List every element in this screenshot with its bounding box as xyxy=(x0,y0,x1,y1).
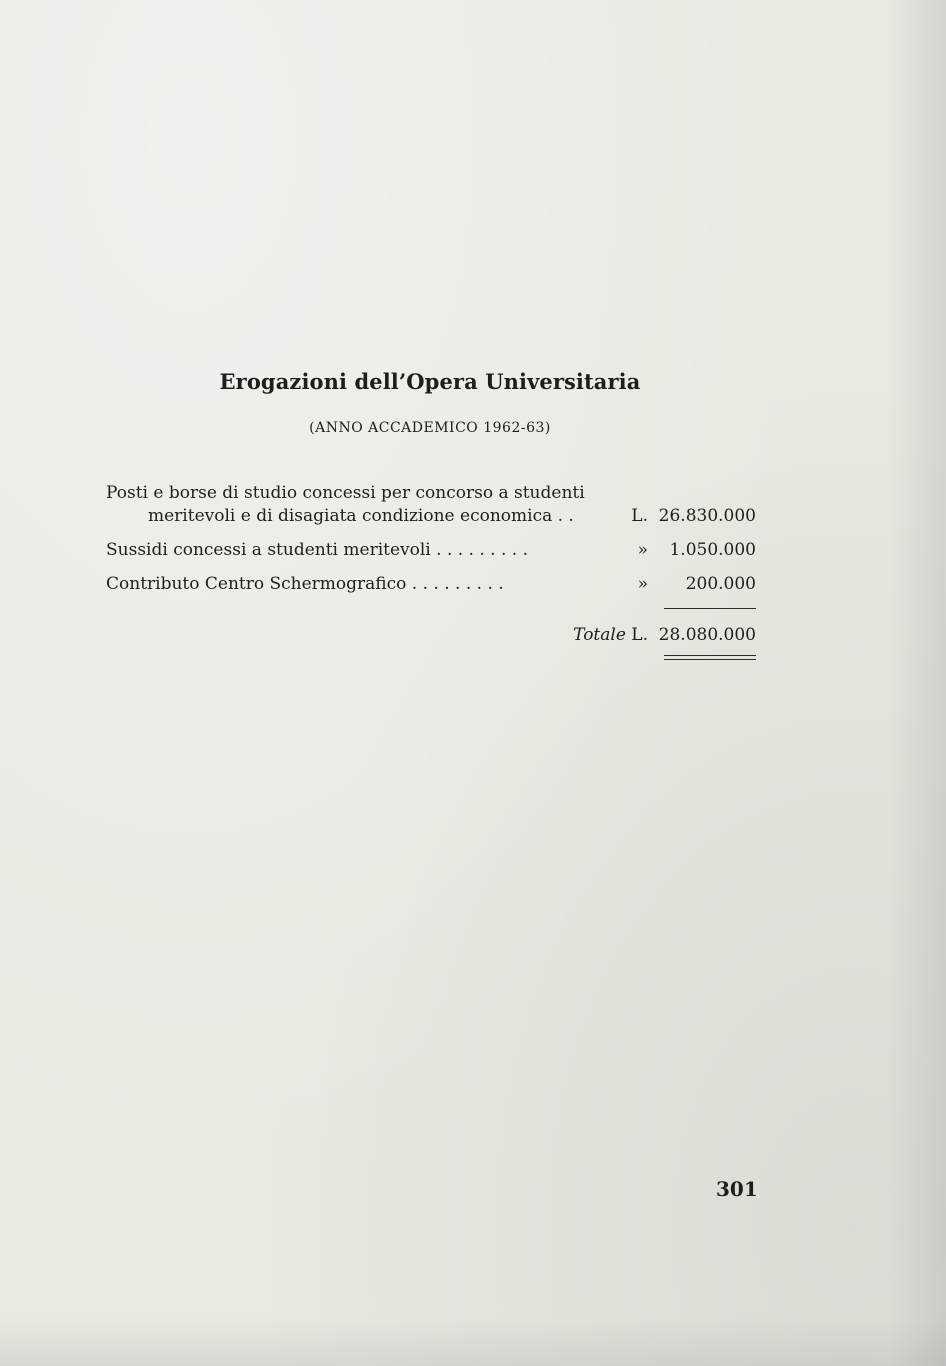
total-label: Totale xyxy=(573,625,626,645)
entry-amount: 200.000 xyxy=(685,574,756,594)
page-title: Erogazioni dell’Opera Universitaria xyxy=(219,369,641,394)
sum-rule xyxy=(664,608,756,609)
entry-amount: 26.830.000 xyxy=(658,506,756,526)
page-edge-shadow xyxy=(886,0,946,1366)
total-amount: 28.080.000 xyxy=(658,625,756,645)
entry-currency: L. xyxy=(631,506,648,526)
total-label-group xyxy=(573,625,648,645)
entry-currency: » xyxy=(637,540,648,560)
page-number: 301 xyxy=(716,1177,758,1201)
entry-label: Contributo Centro Schermografico . . . . . . . . . xyxy=(106,574,504,594)
total-currency: L. xyxy=(631,625,648,645)
total-double-rule-bottom xyxy=(664,659,756,660)
entry-label: Sussidi concessi a studenti meritevoli . . . . . . . . . xyxy=(106,540,529,560)
entry-amount: 1.050.000 xyxy=(669,540,756,560)
entry-label: meritevoli e di disagiata condizione economica . . xyxy=(148,506,574,526)
page-bottom-shadow xyxy=(0,1316,946,1366)
entry-label: Posti e borse di studio concessi per concorso a studenti xyxy=(106,483,585,503)
entry-currency: » xyxy=(637,574,648,594)
total-double-rule-top xyxy=(664,655,756,656)
page-subtitle: (ANNO ACCADEMICO 1962-63) xyxy=(309,420,551,436)
